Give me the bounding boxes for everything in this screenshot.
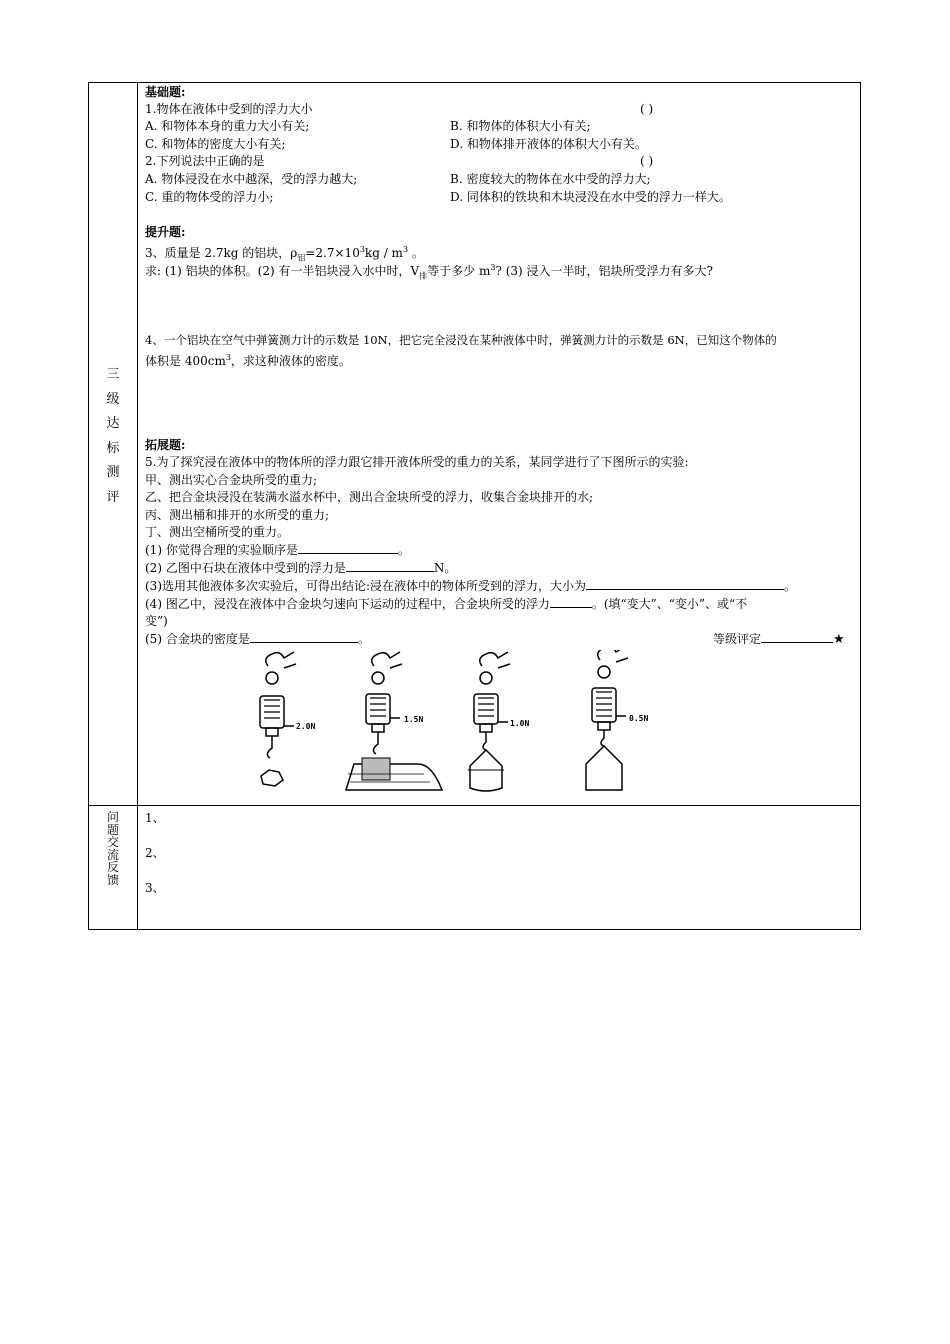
column-divider (137, 83, 138, 929)
q1-option-a: A. 和物体本身的重力大小有关; (145, 119, 310, 133)
s5-text: (5) 合金块的密度是 (145, 632, 250, 646)
q2-option-a: A. 物体浸没在水中越深，受的浮力越大; (145, 172, 358, 186)
section-char: 评 (106, 489, 120, 505)
empty-bucket (586, 746, 622, 790)
row-divider (89, 805, 860, 806)
s1-end: 。 (397, 543, 410, 557)
answer-blank[interactable] (250, 631, 358, 643)
step-ding: 丁、测出空桶所受的重力。 (145, 525, 290, 539)
experiment-figures (246, 650, 682, 800)
section-char: 流 (106, 847, 119, 862)
spring-scale-reading: 0.5N (629, 714, 649, 723)
q4-superscript: 3 (225, 353, 231, 362)
s1-text: (1) 你觉得合理的实验顺序是 (145, 543, 298, 557)
answer-paren: ( ) (640, 102, 654, 116)
grade-blank[interactable] (761, 631, 833, 643)
answer-blank[interactable] (298, 542, 398, 554)
q2-option-d: D. 同体积的铁块和木块浸没在水中受的浮力一样大。 (450, 190, 731, 204)
section-char: 反 (106, 860, 119, 875)
step-jia: 甲、测出实心合金块所受的重力; (145, 473, 318, 487)
section-char: 测 (106, 465, 120, 481)
q3-text: 。 (408, 246, 424, 260)
q4-text: 体积是 400cm (145, 354, 226, 368)
sub-question-5 (145, 631, 370, 647)
question-1: 1.物体在液体中受到的浮力大小 (145, 102, 313, 116)
q2-option-c: C. 重的物体受的浮力小; (145, 190, 274, 204)
section-char: 题 (106, 822, 119, 837)
hand-icon (266, 672, 278, 684)
q3-ask-text: 等于多少 m (427, 264, 491, 278)
sub-question-1 (145, 542, 410, 558)
answer-blank[interactable] (586, 578, 784, 590)
s4-end: 。(填“变大”、“变小”、或“不 (591, 597, 748, 611)
answer-blank[interactable] (550, 596, 592, 608)
q3-ask-text: 求: (1) 铝块的体积。(2) 有一半铝块浸入水中时，V (145, 264, 420, 278)
q3-superscript: 3 (402, 245, 409, 254)
advanced-heading: 提升题: (145, 225, 186, 239)
s2-text: (2) 乙图中石块在液体中受到的浮力是 (145, 561, 346, 575)
section-char: 问 (106, 810, 119, 824)
question-5: 5.为了探究浸在液体中的物体所的浮力跟它排开液体所受的重力的关系，某同学进行了下图所示的实验: (145, 455, 689, 469)
question-4-line-2 (145, 350, 351, 369)
sub-question-2 (145, 560, 456, 576)
grade-assessment (713, 631, 845, 648)
section-char: 馈 (106, 872, 119, 887)
q3-ask-subscript: 排 (419, 271, 428, 281)
s2-end: N。 (433, 561, 457, 575)
step-bing: 丙、测出桶和排开的水所受的重力; (145, 508, 330, 522)
feedback-item-1: 1、 (145, 811, 165, 825)
q3-ask-superscript: 3 (490, 263, 496, 272)
q3-text: =2.7×10 (305, 246, 360, 260)
answer-blank[interactable] (346, 560, 434, 572)
q4-text: ，求这种液体的密度。 (230, 354, 351, 368)
s3-text: (3)选用其他液体多次实验后，可得出结论:浸在液体中的物体所受到的浮力，大小为 (145, 579, 587, 593)
spring-scale-reading: 2.0N (296, 722, 316, 731)
question-3-ask (145, 260, 713, 284)
figure-jia (260, 652, 296, 786)
answer-paren: ( ) (640, 154, 654, 168)
basic-heading: 基础题: (145, 85, 186, 99)
section-char: 达 (106, 416, 120, 432)
section-char: 交 (106, 835, 119, 850)
section-char: 标 (106, 440, 120, 456)
figure-ding (586, 650, 628, 790)
q3-text: kg / m (364, 246, 403, 260)
s5-end: 。 (357, 632, 370, 646)
feedback-item-2: 2、 (145, 846, 165, 860)
extension-heading: 拓展题: (145, 438, 186, 452)
sub-question-4 (145, 596, 747, 612)
q3-ask-text: ? (3) 浸入一半时，铝块所受浮力有多大? (495, 264, 713, 278)
star-icon: ★ (833, 632, 845, 647)
s4-text: (4) 图乙中，浸没在液体中合金块匀速向下运动的过程中，合金块所受的浮力 (145, 597, 550, 611)
q2-option-b: B. 密度较大的物体在水中受的浮力大; (450, 172, 651, 186)
overflow-cup (346, 764, 442, 790)
grade-label: 等级评定 (713, 632, 762, 646)
section-char: 级 (106, 391, 120, 407)
feedback-item-3: 3、 (145, 881, 165, 895)
section-label-feedback (89, 811, 137, 887)
submerged-block (362, 758, 390, 780)
q1-option-b: B. 和物体的体积大小有关; (450, 119, 591, 133)
sub-question-3 (145, 578, 796, 594)
q3-superscript: 3 (359, 245, 365, 254)
sub-question-4-line-2: 变”) (145, 614, 168, 628)
step-yi: 乙、把合金块浸没在装满水溢水杯中，测出合金块所受的浮力，收集合金块排开的水; (145, 490, 594, 504)
figure-yi (346, 652, 442, 790)
worksheet-table (88, 82, 861, 930)
section-label-evaluation (89, 363, 137, 511)
q1-option-c: C. 和物体的密度大小有关; (145, 137, 286, 151)
spring-scale-reading: 1.5N (404, 715, 424, 724)
spring-scale-reading: 1.0N (510, 719, 530, 728)
q1-option-d: D. 和物体排开液体的体积大小有关。 (450, 137, 647, 151)
hand-icon (266, 652, 296, 668)
figure-bing (468, 652, 510, 791)
s3-end: 。 (784, 579, 797, 593)
question-2: 2.下列说法中正确的是 (145, 154, 265, 168)
q3-text: 3、质量是 2.7kg 的铝块，ρ (145, 246, 298, 260)
section-char: 三 (106, 367, 120, 382)
alloy-block (261, 770, 283, 786)
question-4-line-1: 4、一个铝块在空气中弹簧测力计的示数是 10N，把它完全浸没在某种液体中时，弹簧测力计的示数是 6N，已知这个物体的 (145, 333, 777, 347)
q3-subscript: 铝 (297, 253, 306, 263)
